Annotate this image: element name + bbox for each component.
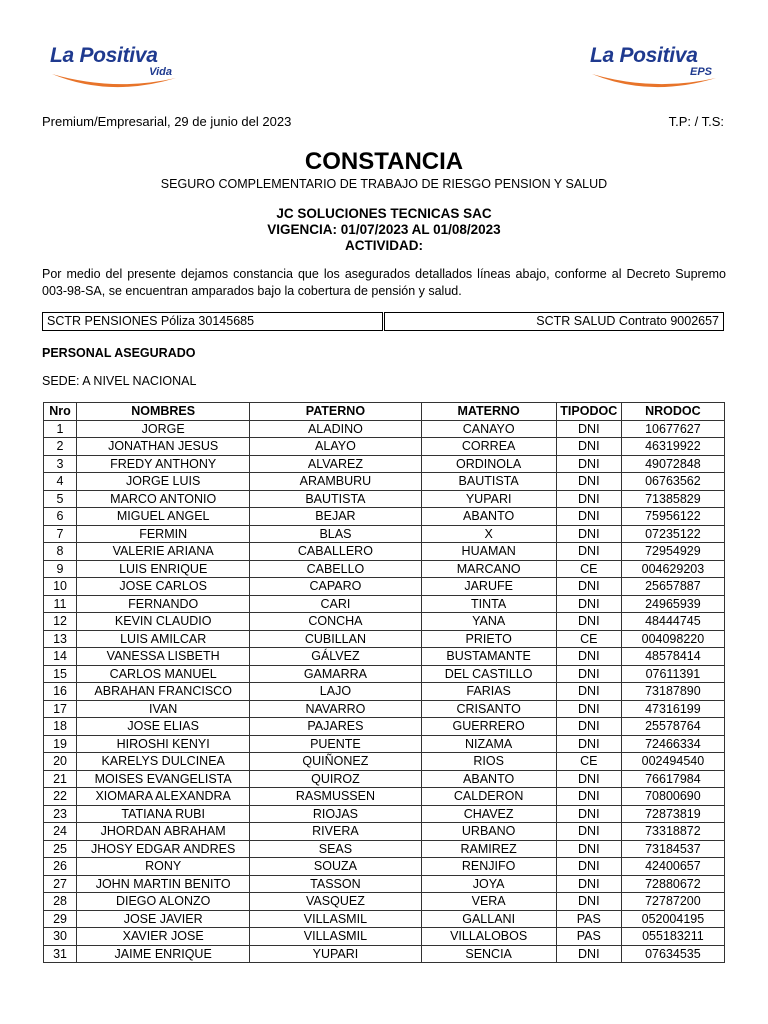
table-row	[44, 718, 725, 736]
cell-tipodoc: DNI	[556, 578, 621, 596]
cell-nombres: JORGE LUIS	[77, 473, 250, 491]
cell-nombres: FREDY ANTHONY	[77, 455, 250, 473]
cell-materno: RENJIFO	[421, 858, 556, 876]
table-row	[44, 700, 725, 718]
cell-nombres: VALERIE ARIANA	[77, 543, 250, 561]
cell-nro: 25	[44, 840, 77, 858]
cell-nrodoc: 10677627	[621, 420, 724, 438]
cell-nrodoc: 47316199	[621, 700, 724, 718]
cell-nro: 31	[44, 945, 77, 963]
cell-nrodoc: 25578764	[621, 718, 724, 736]
cell-nombres: MARCO ANTONIO	[77, 490, 250, 508]
cell-nombres: XAVIER JOSE	[77, 928, 250, 946]
cell-materno: X	[421, 525, 556, 543]
header-nombres: NOMBRES	[77, 403, 250, 421]
cell-materno: URBANO	[421, 823, 556, 841]
vigencia: VIGENCIA: 01/07/2023 AL 01/08/2023	[267, 222, 501, 237]
cell-tipodoc: DNI	[556, 490, 621, 508]
cell-tipodoc: DNI	[556, 788, 621, 806]
cell-nro: 23	[44, 805, 77, 823]
cell-nro: 20	[44, 753, 77, 771]
cell-paterno: QUIÑONEZ	[250, 753, 421, 771]
cell-nro: 5	[44, 490, 77, 508]
cell-paterno: YUPARI	[250, 945, 421, 963]
cell-nro: 30	[44, 928, 77, 946]
cell-materno: YANA	[421, 613, 556, 631]
location-date: Premium/Empresarial, 29 de junio del 2023	[42, 114, 292, 129]
cell-nro: 19	[44, 735, 77, 753]
table-row	[44, 788, 725, 806]
cell-paterno: RIOJAS	[250, 805, 421, 823]
cell-tipodoc: DNI	[556, 473, 621, 491]
cell-nro: 6	[44, 508, 77, 526]
cell-nro: 14	[44, 648, 77, 666]
cell-nombres: MIGUEL ANGEL	[77, 508, 250, 526]
table-row	[44, 805, 725, 823]
cell-materno: HUAMAN	[421, 543, 556, 561]
cell-materno: TINTA	[421, 595, 556, 613]
cell-tipodoc: DNI	[556, 613, 621, 631]
cell-nombres: JONATHAN JESUS	[77, 438, 250, 456]
cell-nrodoc: 07611391	[621, 665, 724, 683]
cell-nro: 11	[44, 595, 77, 613]
cell-nro: 15	[44, 665, 77, 683]
header-line	[42, 114, 724, 129]
cell-nrodoc: 72880672	[621, 875, 724, 893]
cell-tipodoc: DNI	[556, 945, 621, 963]
table-row	[44, 665, 725, 683]
cell-nombres: MOISES EVANGELISTA	[77, 770, 250, 788]
cell-tipodoc: DNI	[556, 595, 621, 613]
cell-tipodoc: DNI	[556, 543, 621, 561]
cell-paterno: QUIROZ	[250, 770, 421, 788]
cell-paterno: RIVERA	[250, 823, 421, 841]
cell-nrodoc: 49072848	[621, 455, 724, 473]
cell-paterno: CABALLERO	[250, 543, 421, 561]
cell-tipodoc: DNI	[556, 648, 621, 666]
cell-nombres: LUIS ENRIQUE	[77, 560, 250, 578]
policy-pensiones: SCTR PENSIONES Póliza 30145685	[42, 312, 383, 331]
logo-brand-text: La Positiva	[590, 44, 698, 67]
section-title: PERSONAL ASEGURADO	[42, 346, 196, 360]
cell-nrodoc: 004098220	[621, 630, 724, 648]
table-row	[44, 875, 725, 893]
cell-paterno: CARI	[250, 595, 421, 613]
cell-materno: VERA	[421, 893, 556, 911]
cell-nrodoc: 73318872	[621, 823, 724, 841]
cell-materno: SENCIA	[421, 945, 556, 963]
table-row	[44, 945, 725, 963]
table-row	[44, 490, 725, 508]
cell-paterno: PAJARES	[250, 718, 421, 736]
cell-tipodoc: CE	[556, 753, 621, 771]
table-row	[44, 753, 725, 771]
cell-nombres: FERMIN	[77, 525, 250, 543]
table-row	[44, 578, 725, 596]
table-row	[44, 858, 725, 876]
insured-table	[43, 402, 725, 963]
cell-nrodoc: 24965939	[621, 595, 724, 613]
cell-paterno: CUBILLAN	[250, 630, 421, 648]
cell-nro: 10	[44, 578, 77, 596]
cell-nro: 1	[44, 420, 77, 438]
header-materno: MATERNO	[421, 403, 556, 421]
table-row	[44, 683, 725, 701]
cell-nombres: FERNANDO	[77, 595, 250, 613]
table-row	[44, 910, 725, 928]
table-row	[44, 630, 725, 648]
cell-tipodoc: DNI	[556, 858, 621, 876]
cell-nro: 27	[44, 875, 77, 893]
logo-swoosh-icon	[590, 68, 720, 96]
cell-paterno: BAUTISTA	[250, 490, 421, 508]
company-block	[0, 206, 768, 254]
cell-nro: 24	[44, 823, 77, 841]
cell-nrodoc: 72954929	[621, 543, 724, 561]
cell-paterno: ALAYO	[250, 438, 421, 456]
cell-nrodoc: 42400657	[621, 858, 724, 876]
cell-materno: MARCANO	[421, 560, 556, 578]
cell-nro: 22	[44, 788, 77, 806]
tp-ts-label: T.P: / T.S:	[668, 114, 724, 129]
cell-tipodoc: DNI	[556, 805, 621, 823]
table-row	[44, 928, 725, 946]
cell-materno: CANAYO	[421, 420, 556, 438]
table-row	[44, 735, 725, 753]
cell-paterno: VILLASMIL	[250, 910, 421, 928]
cell-tipodoc: DNI	[556, 875, 621, 893]
cell-nrodoc: 004629203	[621, 560, 724, 578]
table-row	[44, 455, 725, 473]
cell-materno: RIOS	[421, 753, 556, 771]
cell-nombres: JOSE ELIAS	[77, 718, 250, 736]
cell-tipodoc: DNI	[556, 840, 621, 858]
cell-paterno: CAPARO	[250, 578, 421, 596]
cell-materno: BAUTISTA	[421, 473, 556, 491]
cell-paterno: RASMUSSEN	[250, 788, 421, 806]
document-title: CONSTANCIA	[304, 148, 464, 175]
table-row	[44, 648, 725, 666]
cell-nombres: JHOSY EDGAR ANDRES	[77, 840, 250, 858]
header-tipodoc: TIPODOC	[556, 403, 621, 421]
header-nrodoc: NRODOC	[621, 403, 724, 421]
logo-brand-text: La Positiva	[50, 44, 158, 67]
cell-nrodoc: 48444745	[621, 613, 724, 631]
cell-nrodoc: 75956122	[621, 508, 724, 526]
cell-nro: 12	[44, 613, 77, 631]
cell-materno: CHAVEZ	[421, 805, 556, 823]
cell-nrodoc: 72787200	[621, 893, 724, 911]
cell-paterno: LAJO	[250, 683, 421, 701]
cell-tipodoc: DNI	[556, 770, 621, 788]
cell-tipodoc: DNI	[556, 893, 621, 911]
cell-nombres: KARELYS DULCINEA	[77, 753, 250, 771]
cell-nro: 26	[44, 858, 77, 876]
table-row	[44, 473, 725, 491]
cell-paterno: NAVARRO	[250, 700, 421, 718]
cell-nombres: ABRAHAN FRANCISCO	[77, 683, 250, 701]
cell-tipodoc: PAS	[556, 928, 621, 946]
cell-paterno: PUENTE	[250, 735, 421, 753]
table-row	[44, 560, 725, 578]
cell-tipodoc: DNI	[556, 700, 621, 718]
cell-nrodoc: 055183211	[621, 928, 724, 946]
cell-materno: ORDINOLA	[421, 455, 556, 473]
cell-paterno: SOUZA	[250, 858, 421, 876]
cell-materno: FARIAS	[421, 683, 556, 701]
cell-nombres: IVAN	[77, 700, 250, 718]
cell-nombres: TATIANA RUBI	[77, 805, 250, 823]
cell-nombres: JOSE JAVIER	[77, 910, 250, 928]
cell-nrodoc: 76617984	[621, 770, 724, 788]
cell-paterno: ALVAREZ	[250, 455, 421, 473]
company-name: JC SOLUCIONES TECNICAS SAC	[276, 206, 492, 221]
table-row	[44, 438, 725, 456]
cell-materno: VILLALOBOS	[421, 928, 556, 946]
cell-nombres: JOSE CARLOS	[77, 578, 250, 596]
policy-box	[42, 312, 724, 331]
policy-salud: SCTR SALUD Contrato 9002657	[384, 312, 725, 331]
cell-paterno: SEAS	[250, 840, 421, 858]
cell-nombres: VANESSA LISBETH	[77, 648, 250, 666]
cell-paterno: TASSON	[250, 875, 421, 893]
cell-materno: JOYA	[421, 875, 556, 893]
cell-nombres: RONY	[77, 858, 250, 876]
cell-materno: PRIETO	[421, 630, 556, 648]
cell-nombres: DIEGO ALONZO	[77, 893, 250, 911]
cell-nrodoc: 72466334	[621, 735, 724, 753]
cell-nombres: JOHN MARTIN BENITO	[77, 875, 250, 893]
cell-materno: CRISANTO	[421, 700, 556, 718]
table-row	[44, 823, 725, 841]
cell-materno: YUPARI	[421, 490, 556, 508]
logo-sub-text: Vida	[149, 66, 172, 78]
cell-nro: 13	[44, 630, 77, 648]
cell-nro: 21	[44, 770, 77, 788]
cell-nro: 28	[44, 893, 77, 911]
cell-tipodoc: DNI	[556, 665, 621, 683]
cell-tipodoc: DNI	[556, 718, 621, 736]
cell-nrodoc: 07634535	[621, 945, 724, 963]
table-header-row	[44, 403, 725, 421]
table-row	[44, 508, 725, 526]
cell-paterno: GÁLVEZ	[250, 648, 421, 666]
header-paterno: PATERNO	[250, 403, 421, 421]
cell-tipodoc: CE	[556, 630, 621, 648]
cell-nrodoc: 002494540	[621, 753, 724, 771]
logo-swoosh-icon	[50, 68, 180, 96]
cell-nro: 18	[44, 718, 77, 736]
cell-nrodoc: 46319922	[621, 438, 724, 456]
cell-materno: ABANTO	[421, 770, 556, 788]
cell-nro: 8	[44, 543, 77, 561]
cell-nro: 4	[44, 473, 77, 491]
cell-paterno: GAMARRA	[250, 665, 421, 683]
cell-nrodoc: 48578414	[621, 648, 724, 666]
cell-paterno: VASQUEZ	[250, 893, 421, 911]
cell-materno: GUERRERO	[421, 718, 556, 736]
cell-tipodoc: DNI	[556, 420, 621, 438]
cell-paterno: BEJAR	[250, 508, 421, 526]
cell-tipodoc: PAS	[556, 910, 621, 928]
table-row	[44, 840, 725, 858]
cell-nro: 7	[44, 525, 77, 543]
cell-paterno: BLAS	[250, 525, 421, 543]
table-row	[44, 613, 725, 631]
cell-nro: 29	[44, 910, 77, 928]
cell-paterno: ARAMBURU	[250, 473, 421, 491]
document-subtitle: SEGURO COMPLEMENTARIO DE TRABAJO DE RIESGO PENSION Y SALUD	[160, 177, 608, 191]
sede-label: SEDE: A NIVEL NACIONAL	[42, 374, 197, 388]
cell-nro: 9	[44, 560, 77, 578]
table-row	[44, 543, 725, 561]
cell-materno: DEL CASTILLO	[421, 665, 556, 683]
cell-tipodoc: DNI	[556, 455, 621, 473]
cell-nrodoc: 70800690	[621, 788, 724, 806]
cell-nombres: KEVIN CLAUDIO	[77, 613, 250, 631]
cell-tipodoc: DNI	[556, 735, 621, 753]
cell-nro: 3	[44, 455, 77, 473]
cell-nrodoc: 73187890	[621, 683, 724, 701]
actividad: ACTIVIDAD:	[345, 238, 423, 253]
cell-nombres: XIOMARA ALEXANDRA	[77, 788, 250, 806]
logo-la-positiva-vida	[50, 44, 180, 100]
table-row	[44, 420, 725, 438]
cell-nro: 17	[44, 700, 77, 718]
cell-tipodoc: DNI	[556, 438, 621, 456]
cell-materno: GALLANI	[421, 910, 556, 928]
cell-paterno: CABELLO	[250, 560, 421, 578]
cell-tipodoc: DNI	[556, 823, 621, 841]
header-nro: Nro	[44, 403, 77, 421]
cell-materno: CALDERON	[421, 788, 556, 806]
cell-paterno: ALADINO	[250, 420, 421, 438]
logo-la-positiva-eps	[590, 44, 720, 100]
cell-nombres: JHORDAN ABRAHAM	[77, 823, 250, 841]
cell-nrodoc: 73184537	[621, 840, 724, 858]
cell-nrodoc: 71385829	[621, 490, 724, 508]
cell-nombres: LUIS AMILCAR	[77, 630, 250, 648]
cell-nrodoc: 72873819	[621, 805, 724, 823]
cell-paterno: VILLASMIL	[250, 928, 421, 946]
cell-tipodoc: CE	[556, 560, 621, 578]
cell-nro: 2	[44, 438, 77, 456]
table-row	[44, 595, 725, 613]
cell-nrodoc: 25657887	[621, 578, 724, 596]
cell-nrodoc: 07235122	[621, 525, 724, 543]
cell-materno: JARUFE	[421, 578, 556, 596]
cell-nombres: HIROSHI KENYI	[77, 735, 250, 753]
statement-paragraph: Por medio del presente dejamos constancia que los asegurados detallados líneas abajo, conforme al Decreto Supremo 003-98-SA, se encuentran amparados bajo la cobertura de pensión y salud.	[42, 267, 726, 298]
cell-materno: NIZAMA	[421, 735, 556, 753]
cell-materno: CORREA	[421, 438, 556, 456]
logo-sub-text: EPS	[689, 66, 712, 78]
cell-tipodoc: DNI	[556, 683, 621, 701]
table-row	[44, 525, 725, 543]
cell-nombres: CARLOS MANUEL	[77, 665, 250, 683]
table-row	[44, 893, 725, 911]
cell-tipodoc: DNI	[556, 508, 621, 526]
cell-nombres: JAIME ENRIQUE	[77, 945, 250, 963]
cell-nro: 16	[44, 683, 77, 701]
table-row	[44, 770, 725, 788]
cell-tipodoc: DNI	[556, 525, 621, 543]
cell-materno: BUSTAMANTE	[421, 648, 556, 666]
cell-nombres: JORGE	[77, 420, 250, 438]
cell-materno: ABANTO	[421, 508, 556, 526]
cell-materno: RAMIREZ	[421, 840, 556, 858]
table-body	[44, 420, 725, 963]
cell-nrodoc: 06763562	[621, 473, 724, 491]
cell-paterno: CONCHA	[250, 613, 421, 631]
cell-nrodoc: 052004195	[621, 910, 724, 928]
